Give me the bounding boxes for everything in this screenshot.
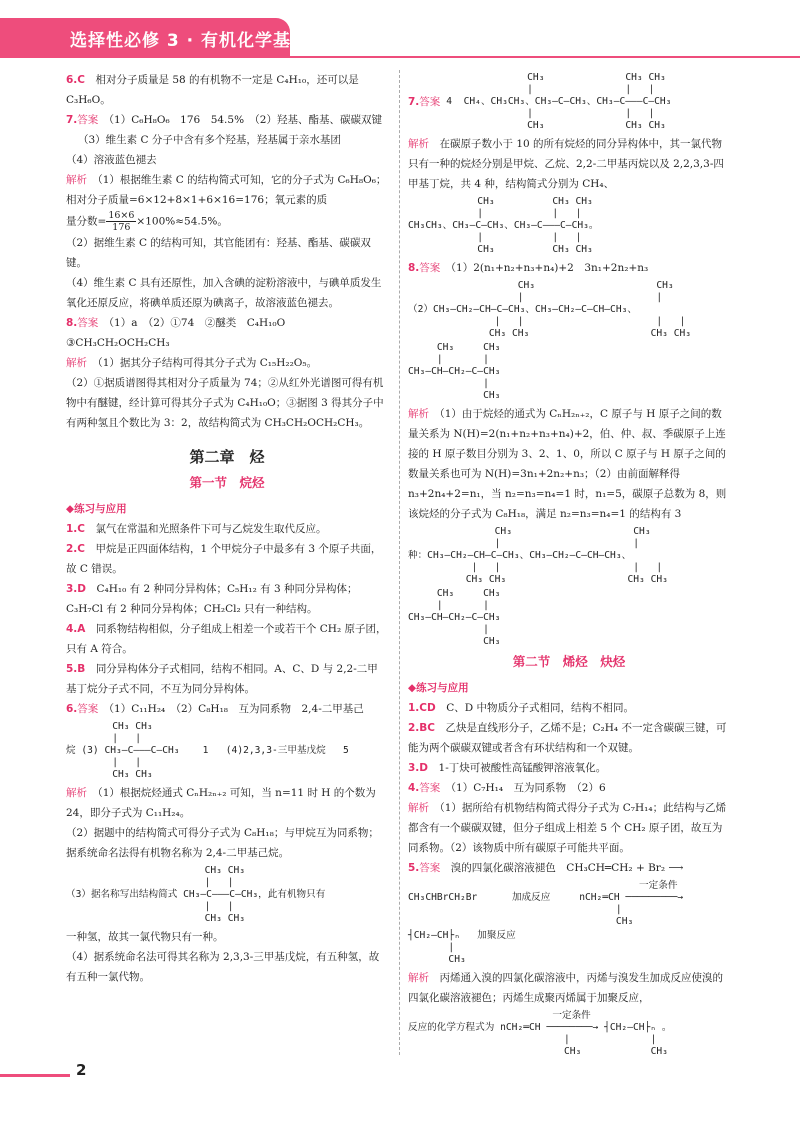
structural-formula: 一定条件 CH₃CHBrCH₂Br 加成反应 nCH₂═CH ─────────→ | CH₃ bbox=[408, 880, 684, 927]
chapter-title: 第二章 烃 bbox=[189, 448, 265, 466]
practice-answer-5: 5.答案 溴的四氯化碳溶液褪色 CH₃CH═CH₂ + Br₂ ⟶ bbox=[408, 862, 684, 874]
footer-accent bbox=[0, 1074, 70, 1077]
structural-formula: CH₃ CH₃ | | 烷 (3) CH₃—C———C—CH₃ 1 (4)2,3,3-三甲基戊烷 5 | | CH₃ CH₃ bbox=[66, 721, 349, 780]
column-divider bbox=[399, 70, 400, 1055]
section-title: 第一节 烷烃 bbox=[189, 475, 265, 490]
practice-answer-3: 3.D C₄H₁₀ 有 2 种同分异构体；C₅H₁₂ 有 3 种同分异构体；C₃H₇Cl 有 2 种同分异构体；CH₂Cl₂ 只有一种结构。 bbox=[66, 583, 358, 615]
structural-formula: CH₃ CH₃ | | （3）据名称写出结构简式 CH₃—C———C—CH₃，此有机物只有 | | CH₃ CH₃ bbox=[66, 865, 326, 924]
structural-formula: CH₃ CH₃ | | CH₃—CH—CH₂—C—CH₃ | CH₃ bbox=[408, 588, 501, 647]
practice-answer-1: 1.CD C、D 中物质分子式相同，结构不相同。 bbox=[408, 702, 635, 714]
practice-answer-2: 2.C 甲烷是正四面体结构，1 个甲烷分子中最多有 3 个原子共面，故 C 错误。 bbox=[66, 543, 382, 575]
explanation-6: 解析 （1）根据烷烃通式 CₙH₂ₙ₊₂ 可知，当 n=11 时 H 的个数为 24，即分子式为 C₁₁H₂₄。 bbox=[66, 787, 376, 819]
header-rule bbox=[0, 56, 800, 58]
practice-answer-4: 4.答案 （1）C₇H₁₄ 互为同系物 （2）6 bbox=[408, 782, 606, 794]
mass-fraction-line: 量分数= $\frac{16\times 6}{176}$ ×100%≈54.5%。 bbox=[66, 210, 228, 233]
structural-formula: CH₃ CH₃ CH₃ | | | CH₃CH₃、CH₃—C—CH₃、CH₃—C———C—CH₃。 | | | CH₃ CH₃ CH₃ bbox=[408, 196, 599, 255]
answer-8: 8.答案 （1）a （2）①74 ②醚类 C₄H₁₀O bbox=[66, 317, 286, 329]
page-number: 2 bbox=[76, 1061, 87, 1079]
explanation-4: 解析 （1）据所给有机物结构简式得分子式为 C₇H₁₄；此结构与乙烯都含有一个碳碳双键，但分子组成上相差 5 个 CH₂ 原子团，故互为同系物。（2）该物质中所有碳原子可能共平面。 bbox=[408, 802, 727, 854]
explanation-8-right: 解析 （1）由于烷烃的通式为 CₙH₂ₙ₊₂，C 原子与 H 原子之间的数量关系为 N(H)=2(n₁+n₂+n₃+n₄)+2，伯、仲、叔、季碳原子上连接的 H 原子数目分别为 3、2、1、0，所以 C 原子与 H 原子之间的数量关系也可为 N(H)=3n₁+2n₂+n₃；（2）由前面解释得 n₃+2n₄+2=n₁，当 n₂=n₃=n₄=1 时，n₁=5，碳原子总数为 8，则该烷烃的分子式为 C₈H₁₈，满足 n₂=n₃=n₄=1 的结构有 3 bbox=[408, 408, 727, 520]
answer-7: 7.答案 （1）C₆H₈O₆ 176 54.5% （2）羟基、酯基、碳碳双键 bbox=[66, 114, 382, 126]
structural-formula: 一定条件 反应的化学方程式为 nCH₂═CH ────────→ ┤CH₂—CH├ₙ 。 | | CH₃ CH₃ bbox=[408, 1010, 672, 1057]
explanation-8: 解析 （1）据其分子结构可得其分子式为 C₁₅H₂₂O₅。 bbox=[66, 357, 318, 369]
answer-8-right: 8.答案 （1）2(n₁+n₂+n₃+n₄)+2 3n₁+2n₂+n₃ bbox=[408, 262, 649, 274]
practice-answer-3: 3.D 1-丁炔可被酸性高锰酸钾溶液氧化。 bbox=[408, 762, 607, 774]
structural-formula: ┤CH₂—CH├ₙ 加聚反应 | CH₃ bbox=[408, 930, 516, 965]
practice-answer-6: 6.答案 （1）C₁₁H₂₄ （2）C₈H₁₈ 互为同系物 2,4-二甲基己 bbox=[66, 703, 364, 715]
explanation-7-right: 解析 在碳原子数小于 10 的所有烷烃的同分异构体中，其一氯代物只有一种的烷烃分别是甲烷、乙烷、2,2-二甲基丙烷以及 2,2,3,3-四甲基丁烷，共 4 种，结构简式分别为 CH₄、 bbox=[408, 138, 724, 190]
practice-answer-5: 5.B 同分异构体分子式相同，结构不相同。A、C、D 与 2,2-二甲基丁烷分子式不同，不互为同分异构体。 bbox=[66, 663, 378, 695]
answer-6c: 6.C 相对分子质量是 58 的有机物不一定是 C₄H₁₀，还可以是 C₃H₆O。 bbox=[66, 74, 359, 106]
book-title: 选择性必修 3 · 有机化学基础 bbox=[70, 31, 310, 51]
answer-7-right: 7.答案 CH₃ CH₃ CH₃ | | | 4 CH₄、CH₃CH₃、CH₃—C—CH₃、CH₃—C———C—CH₃ | | | CH₃ CH₃ CH₃ bbox=[408, 72, 672, 131]
left-column: 6.C 相对分子质量是 58 的有机物不一定是 C₄H₁₀，还可以是 C₃H₆O。 7.答案 （1）C₆H₈O₆ 176 54.5% （2）羟基、酯基、碳碳双键 （3）维生素 C 分子中含有多个羟基，羟基属于亲水基团 （4）溶液蓝色褪去 解析 （1）根据维生素 C 的结构简式可知，它的分子式为 C₆H₈O₆；相对分子质量=6×12+8×1+6×16=176；氧元素的质 量分数= $\frac{16\times 6}{176}$ ×100%≈54.5%。 （2）据维生素 C 的结构可知，其官能团有：羟基、酯基、碳碳双键。 （4）维生素 C 具有还原性，加入含碘的淀粉溶液中，与碘单质发生氧化还原反应，将碘单质还原为碘离子，故溶液蓝色褪去。 8.答案 （1）a （2）①74 ②醚类 C₄H₁₀O ③CH₃CH₂OCH₂CH₃ 解析 （1）据其分子结构可得其分子式为 C₁₅H₂₂O₅。 （2）①据质谱图得其相对分子质量为 74；②从红外光谱图可得有机物中有醚键，经计算可得其分子式为 C₄H₁₀O；③据图 3 得其分子中有两种氢且个数比为 3：2，故结构简式为 CH₃CH₂OCH₂CH₃。 第二章 烃 第一节 烷烃 ◆练习与应用 1.C 氯气在常温和光照条件下可与乙烷发生取代反应。 2.C 甲烷是正四面体结构，1 个甲烷分子中最多有 3 个原子共面，故 C 错误。 3.D C₄H₁₀ 有 2 种同分异构体；C₅H₁₂ 有 3 种同分异构体；C₃H₇Cl 有 2 种同分异构体；CH₂Cl₂ 只有一种结构。 4.A 同系物结构相似，分子组成上相差一个或若干个 CH₂ 原子团，只有 A 符合。 5.B 同分异构体分子式相同，结构不相同。A、C、D 与 2,2-二甲基丁烷分子式不同，不互为同分异构体。 6.答案 （1）C₁₁H₂₄ （2）C₈H₁₈ 互为同系物 2,4-二甲基己 CH₃ CH₃ | | 烷 (3) CH₃—C———C—CH₃ 1 (4)2,3,3-三甲基戊烷 5 | | CH₃ CH₃ 解析 （1）根据烷烃通式 CₙH₂ₙ₊₂ 可知，当 n=11 时 H 的个数为 24，即分子式为 C₁₁H₂₄。 （2）据题中的结构简式可得分子式为 C₈H₁₈；与甲烷互为同系物；据系统命名法得有机物名称为 2,4-二甲基己烷。 CH₃ CH₃ | | （3）据名称写出结构简式 CH₃—C———C—CH₃，此有机物只有 | | CH₃ CH₃ 一种氢，故其一氯代物只有一种。 （4）据系统命名法可得其名称为 2,3,3-三甲基戊烷，有五种氢，故有五种一氯代物。 bbox=[66, 70, 388, 987]
practice-heading: ◆练习与应用 bbox=[66, 503, 127, 515]
structural-formula: CH₃ CH₃ | | （2）CH₃—CH₂—CH—C—CH₃、CH₃—CH₂—C—CH—CH₃、 | | | | CH₃ CH₃ CH₃ CH₃ bbox=[408, 280, 692, 339]
structural-formula: CH₃ CH₃ CH₃ | | | 4 CH₄、CH₃CH₃、CH₃—C—CH₃、CH₃—C———C—CH₃ | | | CH₃ CH₃ CH₃ bbox=[446, 72, 672, 131]
practice-answer-4: 4.A 同系物结构相似，分子组成上相差一个或若干个 CH₂ 原子团，只有 A 符合。 bbox=[66, 623, 387, 655]
practice-answer-2: 2.BC 乙炔是直线形分子，乙烯不是；C₂H₄ 不一定含碳碳三键，可能为两个碳碳双键或者含有环状结构和一个双键。 bbox=[408, 722, 727, 754]
practice-heading: ◆练习与应用 bbox=[408, 682, 469, 694]
explanation-7: 解析 （1）根据维生素 C 的结构简式可知，它的分子式为 C₆H₈O₆；相对分子质量=6×12+8×1+6×16=176；氧元素的质 bbox=[66, 174, 387, 206]
practice-answer-1: 1.C 氯气在常温和光照条件下可与乙烷发生取代反应。 bbox=[66, 523, 327, 535]
right-column bbox=[408, 70, 730, 1060]
structural-formula: CH₃ CH₃ | | CH₃—CH—CH₂—C—CH₃ | CH₃ bbox=[408, 342, 501, 401]
explanation-5: 解析 丙烯通入溴的四氯化碳溶液中，丙烯与溴发生加成反应使溴的四氯化碳溶液褪色；丙烯生成聚丙烯属于加聚反应， bbox=[408, 972, 723, 1004]
section-title: 第二节 烯烃 炔烃 bbox=[512, 654, 626, 669]
fraction: $\frac{16\times 6}{176}$ bbox=[108, 210, 135, 233]
page-header bbox=[0, 0, 800, 56]
structural-formula: CH₃ CH₃ | | 种：CH₃—CH₂—CH—C—CH₃、CH₃—CH₂—C—CH—CH₃、 | | | | CH₃ CH₃ CH₃ CH₃ bbox=[408, 526, 668, 585]
